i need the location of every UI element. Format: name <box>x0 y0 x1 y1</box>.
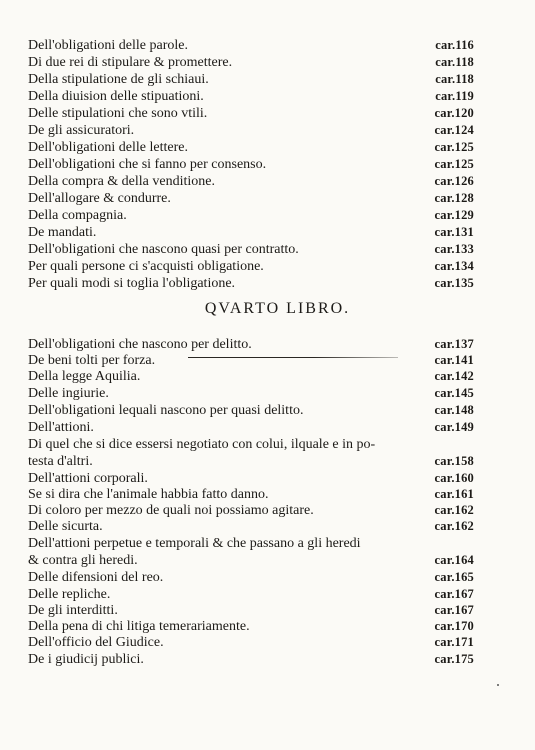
entry-page-ref: car.119 <box>435 89 474 103</box>
entry-title: Della compra & della venditione. <box>28 174 215 189</box>
entry-page-ref: car.125 <box>434 157 474 171</box>
entry-page-ref: car.137 <box>434 337 474 351</box>
entry-title: Delle sicurta. <box>28 519 103 534</box>
entry-title: Per quali persone ci s'acquisti obligatione. <box>28 259 264 274</box>
entry-page-ref: car.161 <box>434 487 474 501</box>
entry-title: Della pena di chi litiga temerariamente. <box>28 619 250 634</box>
entry-page-ref: car.158 <box>434 454 474 468</box>
entry-title: Dell'obligationi lequali nascono per quasi delitto. <box>28 403 304 418</box>
ink-speck <box>497 684 499 686</box>
entry-page-ref: car.149 <box>434 420 474 434</box>
entry-page-ref: car.135 <box>434 276 474 290</box>
entry-page-ref: car.118 <box>435 55 474 69</box>
entry-page-ref: car.129 <box>434 208 474 222</box>
entry-title: Dell'obligationi che nascono quasi per contratto. <box>28 242 299 257</box>
entry-title: Di due rei di stipulare & promettere. <box>28 55 233 70</box>
entry-page-ref: car.126 <box>434 174 474 188</box>
entry-title: Dell'obligationi delle lettere. <box>28 140 188 155</box>
entry-page-ref: car.131 <box>434 225 474 239</box>
entry-title: & contra gli heredi. <box>28 553 138 568</box>
entry-page-ref: car.167 <box>434 603 474 617</box>
entry-page-ref: car.162 <box>434 503 474 517</box>
entry-page-ref: car.124 <box>434 123 474 137</box>
entry-page-ref: car.134 <box>434 259 474 273</box>
entry-title: De i giudicij publici. <box>28 652 144 667</box>
entry-title: Dell'obligationi delle parole. <box>28 38 188 53</box>
entry-page-ref: car.128 <box>434 191 474 205</box>
entry-title: Di coloro per mezzo de quali noi possiamo agitare. <box>28 503 314 518</box>
entry-title: Delle stipulationi che sono vtili. <box>28 106 208 121</box>
entry-page-ref: car.170 <box>434 619 474 633</box>
entry-page-ref: car.120 <box>434 106 474 120</box>
entry-title: Delle difensioni del reo. <box>28 570 164 585</box>
section-heading-text: QVARTO LIBRO. <box>204 300 351 317</box>
entry-title: De gli interditti. <box>28 603 118 618</box>
entry-title: Dell'obligationi che nascono per delitto. <box>28 337 252 352</box>
entry-title: Della diuision delle stipuationi. <box>28 89 204 104</box>
entry-title: Dell'allogare & condurre. <box>28 191 171 206</box>
entry-title: Della compagnia. <box>28 208 127 223</box>
entry-title: De beni tolti per forza. <box>28 353 156 368</box>
entry-page-ref: car.118 <box>435 72 474 86</box>
entry-title: Dell'attioni perpetue e temporali & che passano a gli heredi <box>28 536 361 551</box>
entry-title: Per quali modi si toglia l'obligatione. <box>28 276 236 291</box>
entry-page-ref: car.165 <box>434 570 474 584</box>
entry-title: Delle repliche. <box>28 587 111 602</box>
entry-title: testa d'altri. <box>28 454 93 469</box>
entry-page-ref: car.171 <box>434 635 474 649</box>
entry-title: Dell'attioni corporali. <box>28 471 148 486</box>
entry-page-ref: car.125 <box>434 140 474 154</box>
entry-title: Di quel che si dice essersi negotiato con colui, ilquale e in po- <box>28 437 376 452</box>
entry-title: Della stipulatione de gli schiaui. <box>28 72 209 87</box>
entry-page-ref: car.116 <box>435 38 474 52</box>
entry-title: Se si dira che l'animale habbia fatto danno. <box>28 487 269 502</box>
entry-page-ref: car.175 <box>434 652 474 666</box>
entry-page-ref: car.162 <box>434 519 474 533</box>
entry-title: Dell'attioni. <box>28 420 94 435</box>
entry-page-ref: car.141 <box>434 353 474 367</box>
entry-page-ref: car.142 <box>434 369 474 383</box>
entry-page-ref: car.148 <box>434 403 474 417</box>
entry-title: Dell'obligationi che si fanno per consenso. <box>28 157 267 172</box>
entry-title: De gli assicuratori. <box>28 123 135 138</box>
entry-title: Delle ingiurie. <box>28 386 109 401</box>
entry-title: Della legge Aquilia. <box>28 369 141 384</box>
entry-title: Dell'officio del Giudice. <box>28 635 164 650</box>
section-heading <box>0 300 535 318</box>
entry-page-ref: car.164 <box>434 553 474 567</box>
printed-rule-mark <box>188 357 398 358</box>
entry-page-ref: car.160 <box>434 471 474 485</box>
entry-page-ref: car.145 <box>434 386 474 400</box>
entry-page-ref: car.167 <box>434 587 474 601</box>
entry-title: De mandati. <box>28 225 97 240</box>
entry-page-ref: car.133 <box>434 242 474 256</box>
